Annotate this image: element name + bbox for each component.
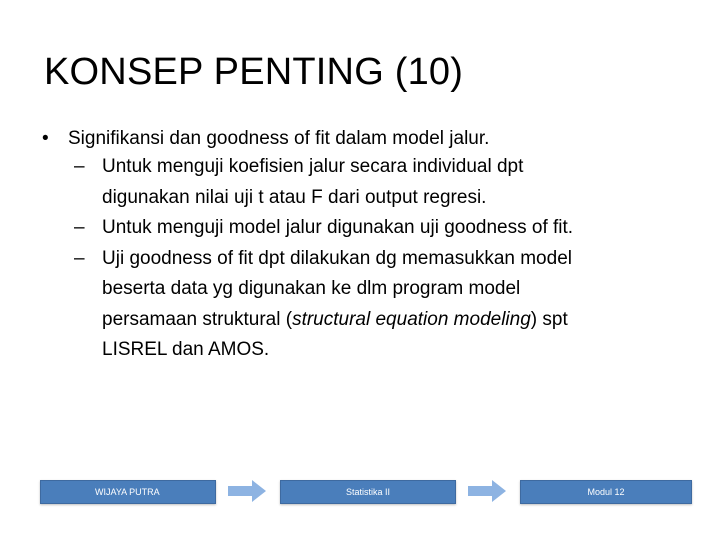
footer-author-box [40, 480, 216, 504]
footer-module-box [520, 480, 692, 504]
footer-module: Modul 12 [587, 487, 625, 497]
right-arrow-icon [468, 480, 506, 502]
sub-bullet-item [40, 244, 680, 366]
slide-title: KONSEP PENTING (10) [44, 51, 464, 93]
sub-bullet-item [40, 152, 680, 213]
footer-course: Statistika II [345, 487, 390, 497]
sub-bullet-item [40, 213, 680, 244]
sub-bullet-line: digunakan nilai uji t atau F dari output regresi. [102, 186, 487, 208]
right-arrow-icon [228, 480, 266, 502]
sub-bullet-marker: – [74, 156, 85, 177]
sub-bullet-line-end: ) spt [530, 308, 568, 330]
bullet-marker: • [42, 128, 49, 149]
sub-bullet-line: persamaan struktural ( [102, 308, 293, 330]
sub-bullet-marker: – [74, 247, 85, 269]
footer-author: WIJAYA PUTRA [95, 487, 160, 497]
sub-bullet-line: beserta data yg digunakan ke dlm program model [102, 278, 521, 299]
sub-bullet-list [40, 152, 680, 366]
sub-bullet-line: Uji goodness of fit dpt dilakukan dg memasukkan model [102, 247, 572, 269]
bullet-text: Signifikansi dan goodness of fit dalam model jalur. [68, 128, 490, 149]
sub-bullet-line: LISREL dan AMOS. [102, 339, 270, 360]
slide-footer [0, 480, 720, 504]
footer-course-box [280, 480, 456, 504]
sub-bullet-line: Untuk menguji model jalur digunakan uji goodness of fit. [102, 217, 574, 238]
bullet-item [40, 126, 680, 152]
slide-content [40, 126, 680, 366]
sub-bullet-marker: – [74, 217, 85, 238]
sub-bullet-line: Untuk menguji koefisien jalur secara individual dpt [102, 156, 524, 177]
italic-term: structural equation modeling [292, 308, 531, 330]
